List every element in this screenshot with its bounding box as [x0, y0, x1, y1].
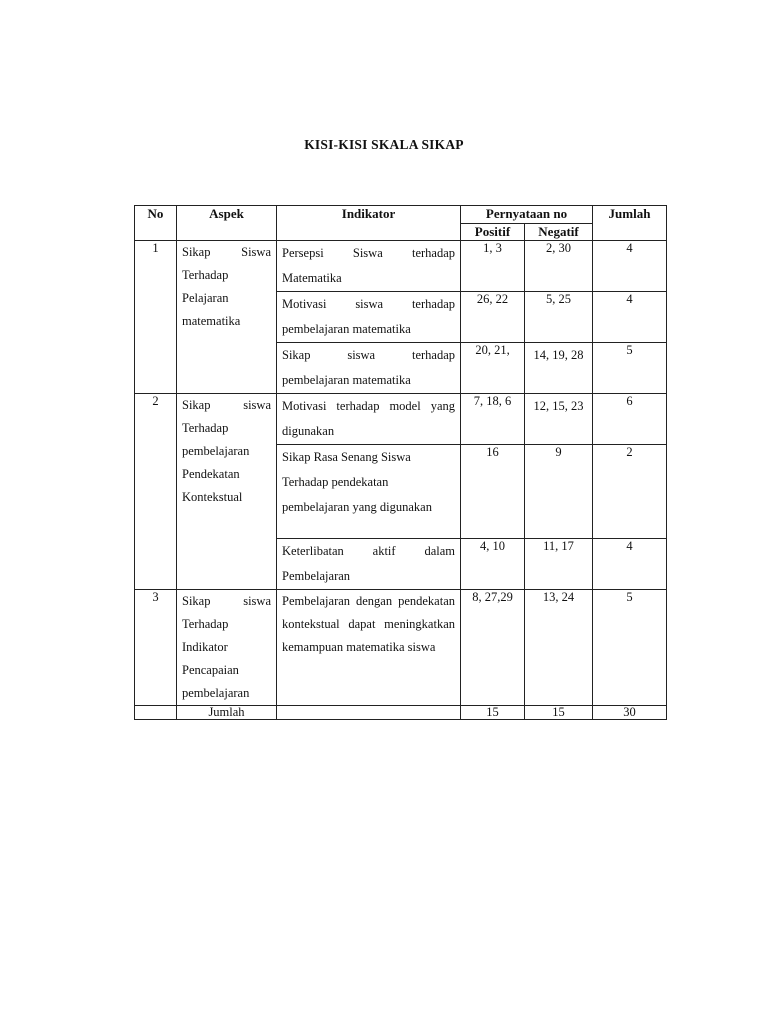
row-number: 2: [135, 394, 177, 590]
count-cell: 4: [593, 292, 667, 343]
header-positif: Positif: [461, 224, 525, 241]
total-row: [135, 706, 667, 720]
total-empty-cell: [135, 706, 177, 720]
positive-items: 4, 10: [461, 539, 525, 590]
indicator-cell: Keterlibatan aktif dalam Pembelajaran: [277, 539, 461, 590]
count-cell: 4: [593, 539, 667, 590]
total-empty-cell: [277, 706, 461, 720]
total-label: Jumlah: [177, 706, 277, 720]
header-negatif: Negatif: [525, 224, 593, 241]
negative-items: 14, 19, 28: [525, 343, 593, 394]
positive-items: 7, 18, 6: [461, 394, 525, 445]
count-cell: 6: [593, 394, 667, 445]
total-count: 30: [593, 706, 667, 720]
positive-items: 26, 22: [461, 292, 525, 343]
table-row: [135, 241, 667, 292]
header-pernyataan: Pernyataan no: [461, 206, 593, 224]
header-jumlah: Jumlah: [593, 206, 667, 241]
aspect-cell: Sikap Siswa Terhadap Pelajaran matematika: [177, 241, 277, 394]
count-cell: 5: [593, 590, 667, 706]
positive-items: 1, 3: [461, 241, 525, 292]
total-positive: 15: [461, 706, 525, 720]
negative-items: 9: [525, 445, 593, 539]
indicator-cell: Motivasi siswa terhadap pembelajaran matematika: [277, 292, 461, 343]
positive-items: 16: [461, 445, 525, 539]
negative-items: 13, 24: [525, 590, 593, 706]
indicator-cell: Sikap Rasa Senang Siswa Terhadap pendekatan pembelajaran yang digunakan: [277, 445, 461, 539]
header-no: No: [135, 206, 177, 241]
aspect-cell: Sikap siswa Terhadap pembelajaran Pendekatan Kontekstual: [177, 394, 277, 590]
negative-items: 12, 15, 23: [525, 394, 593, 445]
indicator-cell: Pembelajaran dengan pendekatan kontekstual dapat meningkatkan kemampuan matematika siswa: [277, 590, 461, 706]
indicator-cell: Persepsi Siswa terhadap Matematika: [277, 241, 461, 292]
negative-items: 11, 17: [525, 539, 593, 590]
document-title: KISI-KISI SKALA SIKAP: [304, 137, 464, 152]
header-indikator: Indikator: [277, 206, 461, 241]
row-number: 1: [135, 241, 177, 394]
positive-items: 8, 27,29: [461, 590, 525, 706]
count-cell: 5: [593, 343, 667, 394]
table-row: [135, 394, 667, 445]
header-aspek: Aspek: [177, 206, 277, 241]
aspect-cell: Sikap siswa Terhadap Indikator Pencapaian pembelajaran: [177, 590, 277, 706]
count-cell: 4: [593, 241, 667, 292]
table-row: [135, 590, 667, 706]
row-number: 3: [135, 590, 177, 706]
count-cell: 2: [593, 445, 667, 539]
total-negative: 15: [525, 706, 593, 720]
indicator-cell: Motivasi terhadap model yang digunakan: [277, 394, 461, 445]
negative-items: 2, 30: [525, 241, 593, 292]
negative-items: 5, 25: [525, 292, 593, 343]
attitude-scale-table: [134, 205, 667, 720]
positive-items: 20, 21,: [461, 343, 525, 394]
indicator-cell: Sikap siswa terhadap pembelajaran matematika: [277, 343, 461, 394]
